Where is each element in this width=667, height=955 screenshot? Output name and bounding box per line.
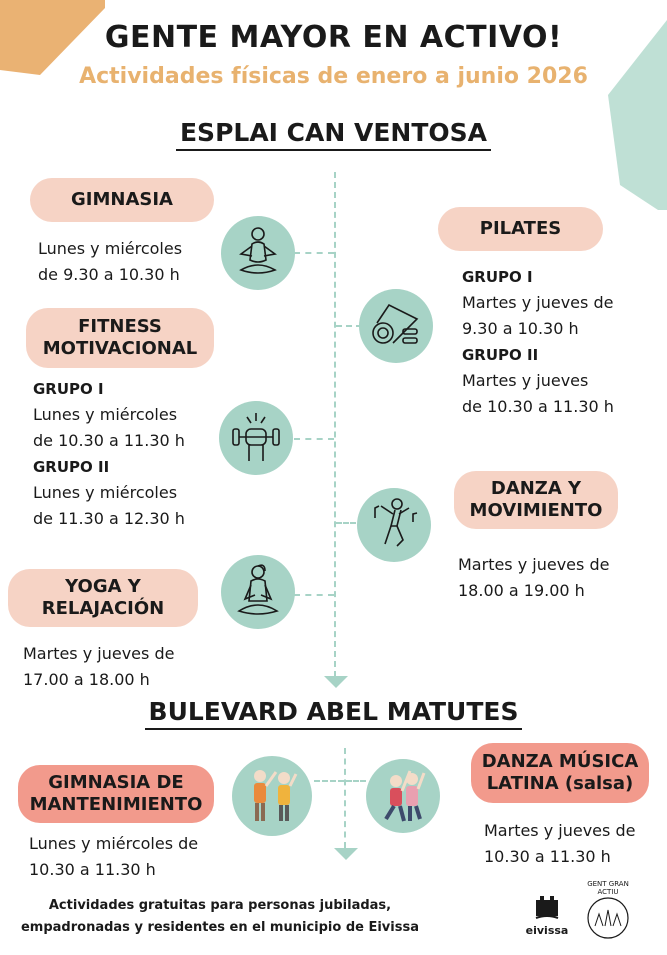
page-subtitle: Actividades físicas de enero a junio 2026	[79, 64, 588, 89]
gent-gran-logo: GENT GRAN ACTIU	[583, 880, 633, 936]
timeline-line	[334, 172, 336, 677]
activity-label-pilates: PILATES	[438, 207, 603, 251]
gent-gran-emblem-icon	[585, 896, 631, 940]
elderly-dance-icon	[366, 759, 440, 833]
schedule-mantenimiento: Lunes y miércoles de 10.30 a 11.30 h	[29, 834, 199, 879]
fist-dumbbell-icon	[219, 401, 293, 475]
connector	[346, 780, 366, 782]
activity-label-danza: DANZA Y MOVIMIENTO	[454, 471, 618, 529]
schedule-pilates: GRUPO I Martes y jueves de 9.30 a 10.30 h GRUPO II Martes y jueves de 10.30 a 11.30 h	[462, 268, 614, 416]
eivissa-logo: eivissa	[522, 886, 572, 937]
activity-label-gimnasia: GIMNASIA	[30, 178, 214, 222]
meditation-icon	[221, 555, 295, 629]
dancer-icon	[357, 488, 431, 562]
section-title-can-ventosa: ESPLAI CAN VENTOSA	[0, 118, 667, 147]
castle-icon	[532, 886, 562, 920]
footer-note: Actividades gratuitas para personas jubiladas, empadronadas y residentes en el municipio de Eivissa	[20, 898, 419, 935]
connector	[314, 780, 344, 782]
connector	[294, 594, 334, 596]
mat-dumbbell-icon	[359, 289, 433, 363]
connector	[336, 522, 356, 524]
connector	[294, 252, 334, 254]
yoga-woman-icon	[221, 216, 295, 290]
schedule-yoga: Martes y jueves de 17.00 a 18.00 h	[23, 644, 175, 689]
section-title-bulevard: BULEVARD ABEL MATUTES	[0, 697, 667, 726]
activity-label-latina: DANZA MÚSICA LATINA (salsa)	[471, 743, 649, 803]
schedule-gimnasia: Lunes y miércoles de 9.30 a 10.30 h	[38, 239, 183, 284]
schedule-latina: Martes y jueves de 10.30 a 11.30 h	[484, 821, 636, 866]
page-title: GENTE MAYOR EN ACTIVO!	[104, 20, 563, 55]
activity-label-mantenimiento: GIMNASIA DE MANTENIMIENTO	[18, 765, 214, 823]
schedule-fitness: GRUPO I Lunes y miércoles de 10.30 a 11.30 h GRUPO II Lunes y miércoles de 11.30 a 12.30 h	[33, 380, 185, 528]
elderly-exercise-icon	[232, 756, 312, 836]
timeline-arrow-icon	[334, 848, 358, 862]
schedule-danza: Martes y jueves de 18.00 a 19.00 h	[458, 555, 610, 600]
activity-label-fitness: FITNESS MOTIVACIONAL	[26, 308, 214, 368]
activity-label-yoga: YOGA Y RELAJACIÓN	[8, 569, 198, 627]
connector	[294, 438, 334, 440]
timeline-arrow-icon	[324, 676, 348, 690]
timeline-line	[344, 748, 346, 848]
